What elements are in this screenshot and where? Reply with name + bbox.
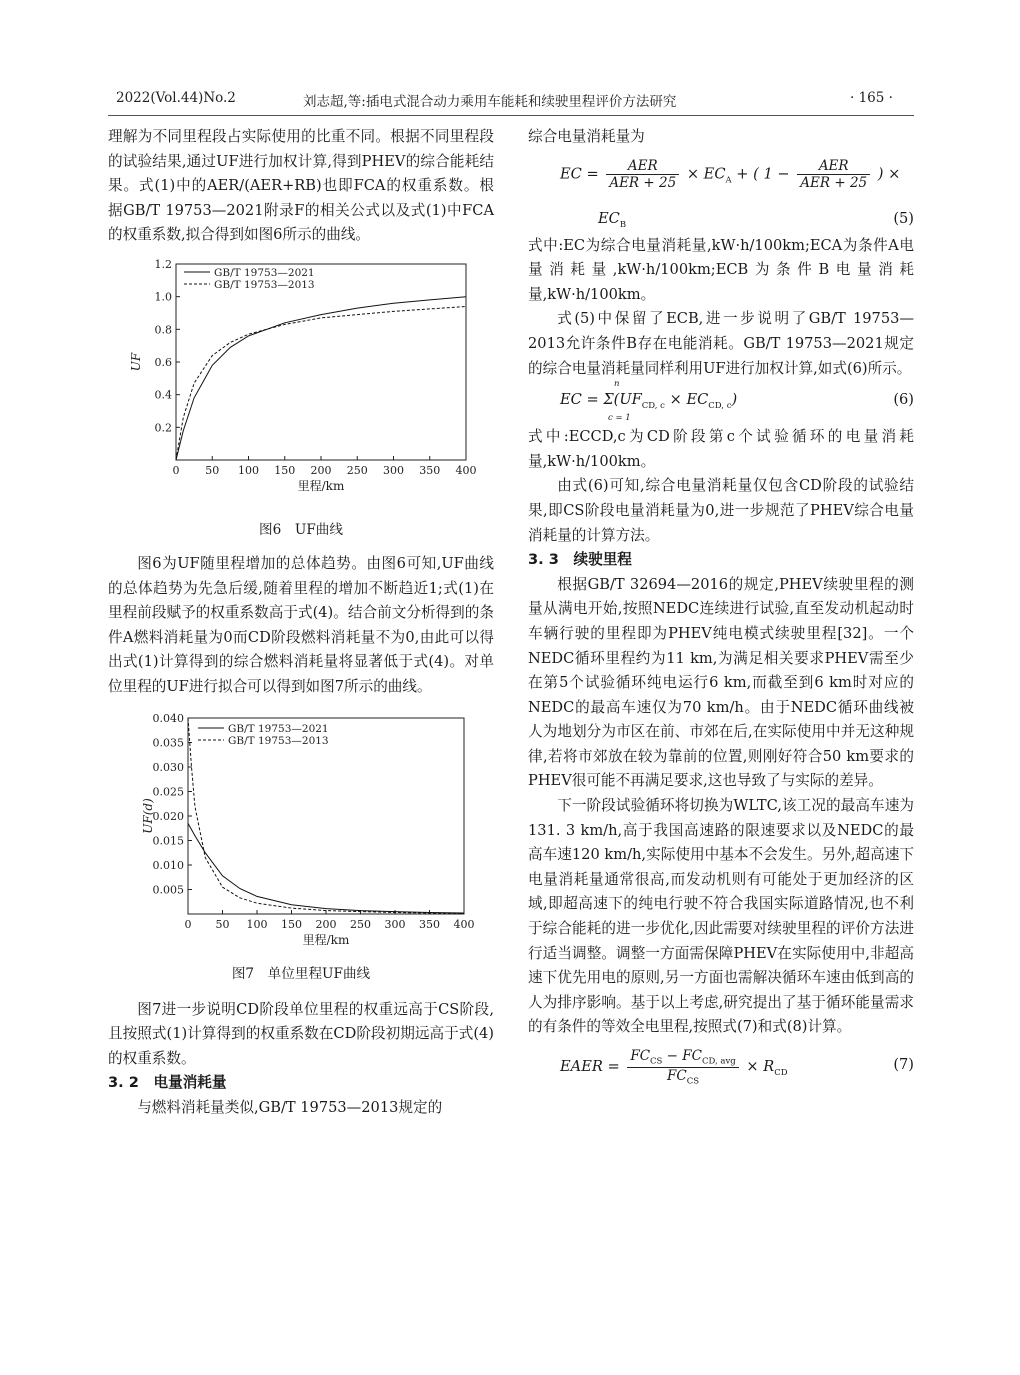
y-tick-label: 1.2 bbox=[154, 257, 172, 271]
fig7-caption: 图7 单位里程UF曲线 bbox=[231, 965, 371, 982]
y-tick-label: 0.020 bbox=[152, 809, 184, 823]
x-tick-label: 250 bbox=[346, 463, 368, 477]
x-tick-label: 0 bbox=[184, 917, 192, 931]
x-axis-label: 里程/km bbox=[297, 478, 345, 493]
eq5-tail: ) × bbox=[877, 165, 901, 183]
plot-frame bbox=[176, 264, 466, 460]
eq6-mid: × EC bbox=[669, 391, 709, 409]
left-paragraph-4: 与燃料消耗量类似,GB/T 19753—2013规定的 bbox=[137, 1098, 443, 1116]
y-tick-label: 0.4 bbox=[154, 388, 172, 402]
eq7-den-sub: CS bbox=[686, 1076, 700, 1087]
x-tick-label: 150 bbox=[281, 917, 302, 931]
y-tick-label: 0.030 bbox=[152, 760, 184, 774]
eq7-minus: − FC bbox=[666, 1048, 702, 1064]
x-tick-label: 150 bbox=[274, 463, 296, 477]
eq5-frac1-denominator: AER + 25 bbox=[609, 174, 677, 191]
legend-label-1: GB/T 19753—2021 bbox=[214, 266, 315, 279]
right-paragraph-5: 由式(6)可知,综合电量消耗量仅包含CD阶段的试验结果,即CS阶段电量消耗量为0,进一步规范了PHEV综合电量消耗量的计算方法。 bbox=[528, 477, 914, 544]
journal-issue: 2022(Vol.44)No.2 bbox=[116, 90, 236, 106]
equation-7 bbox=[528, 1044, 914, 1092]
x-tick-label: 200 bbox=[315, 917, 337, 931]
x-tick-label: 50 bbox=[205, 463, 220, 477]
x-tick-label: 350 bbox=[419, 917, 440, 931]
y-tick-label: 0.040 bbox=[152, 711, 184, 725]
fig7-unit-uf-chart bbox=[108, 710, 494, 956]
right-paragraph-1: 综合电量消耗量为 bbox=[528, 128, 645, 145]
right-paragraph-3: 式(5)中保留了ECB,进一步说明了GB/T 19753—2013允许条件B存在电能消耗。GB/T 19753—2021规定的综合电量消耗量同样利用UF进行加权计算,如式(6)所示。 bbox=[528, 310, 914, 377]
series-line-1 bbox=[188, 823, 464, 913]
series-line-2 bbox=[176, 306, 466, 460]
series-line-1 bbox=[176, 297, 466, 460]
y-tick-label: 0.010 bbox=[152, 858, 184, 872]
eq5-number: (5) bbox=[893, 209, 914, 227]
left-paragraph-1: 理解为不同里程段占实际使用的比重不同。根据不同里程段的试验结果,通过UF进行加权计算,得到PHEV的综合能耗结果。式(1)中的AER/(AER+RB)也即FCA的权重系数。根据GB/T 19753—2021附录F的相关公式以及式(1)中FCA的权重系数,拟合得到如图6所示的曲线。 bbox=[108, 128, 494, 244]
left-paragraph-2: 图6为UF随里程增加的总体趋势。由图6可知,UF曲线的总体趋势为先急后缓,随着里程的增加不断趋近1;式(1)在里程前段赋予的权重系数高于式(4)。结合前文分析得到的条件A燃料消耗量为0而CD阶段燃料消耗量不为0,由此可以得出式(1)计算得到的综合燃料消耗量将显著低于式(4)。对单位里程的UF进行拟合可以得到如图7所示的曲线。 bbox=[108, 554, 494, 695]
eq7-tail: × R bbox=[746, 1058, 775, 1076]
x-tick-label: 50 bbox=[215, 917, 230, 931]
right-paragraph-2: 式中:EC为综合电量消耗量,kW·h/100km;ECA为条件A电量消耗量,kW·h/100km;ECB为条件B电量消耗量,kW·h/100km。 bbox=[528, 236, 914, 303]
left-paragraph-3: 图7进一步说明CD阶段单位里程的权重远高于CS阶段,且按照式(1)计算得到的权重系数在CD阶段初期远高于式(4)的权重系数。 bbox=[108, 1000, 494, 1067]
equation-6 bbox=[528, 381, 914, 425]
eq6-sub2: CD, c bbox=[708, 401, 732, 412]
right-column bbox=[528, 125, 914, 1092]
x-tick-label: 250 bbox=[350, 917, 371, 931]
y-axis-label: UF bbox=[129, 352, 143, 372]
y-tick-label: 0.015 bbox=[152, 834, 184, 848]
right-paragraph-7: 下一阶段试验循环将切换为WLTC,该工况的最高车速为131. 3 km/h,高于我国高速路的限速要求以及NEDC的最高车速120 km/h,实际使用中基本不会发生。另外,超高速下电量消耗量通常很高,而发动机则有可能处于更加经济的区域,即超高速下的纯电行驶不符合我国实际道路情况,也不利于综合能耗的进一步优化,因此需要对续驶里程的评价方法进行适当调整。调整一方面需保障PHEV在实际使用中,非超高速下优先用电的原则,另一方面也需解决循环车速由低到高的人为排序影响。基于以上考虑,研究提出了基于循环能量需求的有条件的等效全电里程,按照式(7)和式(8)计算。 bbox=[528, 797, 914, 1036]
eq7-tail-sub: CD bbox=[774, 1068, 788, 1079]
equation-5-continued bbox=[528, 208, 914, 234]
x-tick-label: 0 bbox=[172, 463, 180, 477]
x-tick-label: 100 bbox=[238, 463, 259, 477]
eq5-ecb: EC bbox=[598, 209, 620, 227]
section-3-2-heading: 3. 2 电量消耗量 bbox=[108, 1074, 227, 1092]
x-tick-label: 200 bbox=[310, 463, 332, 477]
eq5-plus: + ( 1 − bbox=[736, 165, 790, 183]
eq7-number: (7) bbox=[893, 1056, 914, 1073]
x-tick-label: 400 bbox=[453, 917, 475, 931]
y-tick-label: 0.035 bbox=[152, 736, 184, 750]
plot-frame bbox=[188, 718, 464, 914]
eq5-mid-sub: A bbox=[725, 175, 732, 185]
y-tick-label: 0.6 bbox=[154, 355, 172, 369]
eq6-sub1: CD, c bbox=[641, 401, 665, 412]
eq7-lhs: EAER = bbox=[560, 1058, 620, 1076]
eq6-text: EC = Σ(UF bbox=[560, 391, 642, 409]
y-tick-label: 0.8 bbox=[154, 323, 172, 337]
eq7-num-a: FC bbox=[630, 1048, 651, 1064]
y-tick-label: 0.2 bbox=[154, 421, 172, 435]
left-column bbox=[108, 125, 494, 1121]
legend-label-1: GB/T 19753—2021 bbox=[228, 722, 329, 735]
section-3-3-heading: 3. 3 续驶里程 bbox=[528, 551, 632, 569]
fig6-uf-chart bbox=[108, 256, 494, 514]
x-tick-label: 300 bbox=[384, 917, 406, 931]
right-paragraph-6: 根据GB/T 32694—2016的规定,PHEV续驶里程的测量从满电开始,按照NEDC连续进行试验,直至发动机起动时车辆行驶的里程即为PHEV纯电模式续驶里程[32]。一个NEDC循环里程约为11 km,为满足相关要求PHEV需至少在第5个试验循环纯电运行6 km,而截至到6 km时对应的NEDC的最高车速仅为70 km/h。由于NEDC循环曲线被人为地划分为市区在前、市郊在后,在实际使用中并无这种规律,若将市郊放在较为靠前的位置,则刚好符合50 km要求的PHEV很可能不再满足要求,这也导致了与实际的差异。 bbox=[528, 575, 914, 790]
running-title: 刘志超,等:插电式混合动力乘用车能耗和续驶里程评价方法研究 bbox=[303, 94, 677, 110]
x-tick-label: 100 bbox=[246, 917, 268, 931]
eq5-ecb-sub: B bbox=[619, 219, 627, 230]
eq5-frac2-numerator: AER bbox=[797, 158, 870, 175]
eq6-sum-upper: n bbox=[614, 379, 620, 390]
legend-label-2: GB/T 19753—2013 bbox=[214, 278, 315, 291]
series-line-2 bbox=[188, 718, 464, 914]
eq5-frac2-denominator: AER + 25 bbox=[800, 174, 868, 191]
x-tick-label: 300 bbox=[383, 463, 404, 477]
page-number: · 165 · bbox=[850, 90, 893, 106]
right-paragraph-4: 式中:ECCD,c为CD阶段第c个试验循环的电量消耗量,kW·h/100km。 bbox=[528, 428, 914, 470]
eq7-den: FC bbox=[667, 1067, 687, 1084]
eq6-number: (6) bbox=[893, 391, 914, 409]
eq5-frac1-numerator: AER bbox=[606, 158, 679, 175]
header-rule bbox=[108, 115, 914, 116]
eq5-lhs: EC = bbox=[560, 165, 599, 183]
x-axis-label: 里程/km bbox=[302, 932, 350, 947]
y-tick-label: 1.0 bbox=[154, 290, 172, 304]
x-tick-label: 350 bbox=[419, 463, 441, 477]
y-tick-label: 0.005 bbox=[152, 883, 184, 897]
equation-5 bbox=[528, 150, 914, 212]
eq6-sum-lower: c = 1 bbox=[608, 413, 631, 424]
eq6-close: ) bbox=[731, 391, 738, 409]
eq7-num-a-sub: CS bbox=[650, 1056, 663, 1067]
x-tick-label: 400 bbox=[455, 463, 477, 477]
fig6-caption: 图6 UF曲线 bbox=[259, 521, 343, 538]
y-tick-label: 0.025 bbox=[152, 785, 184, 799]
eq7-num-b-sub: CD, avg bbox=[701, 1056, 736, 1067]
eq5-mid: × EC bbox=[686, 165, 726, 183]
legend-label-2: GB/T 19753—2013 bbox=[228, 734, 329, 747]
y-axis-label: UF(d) bbox=[141, 797, 155, 834]
